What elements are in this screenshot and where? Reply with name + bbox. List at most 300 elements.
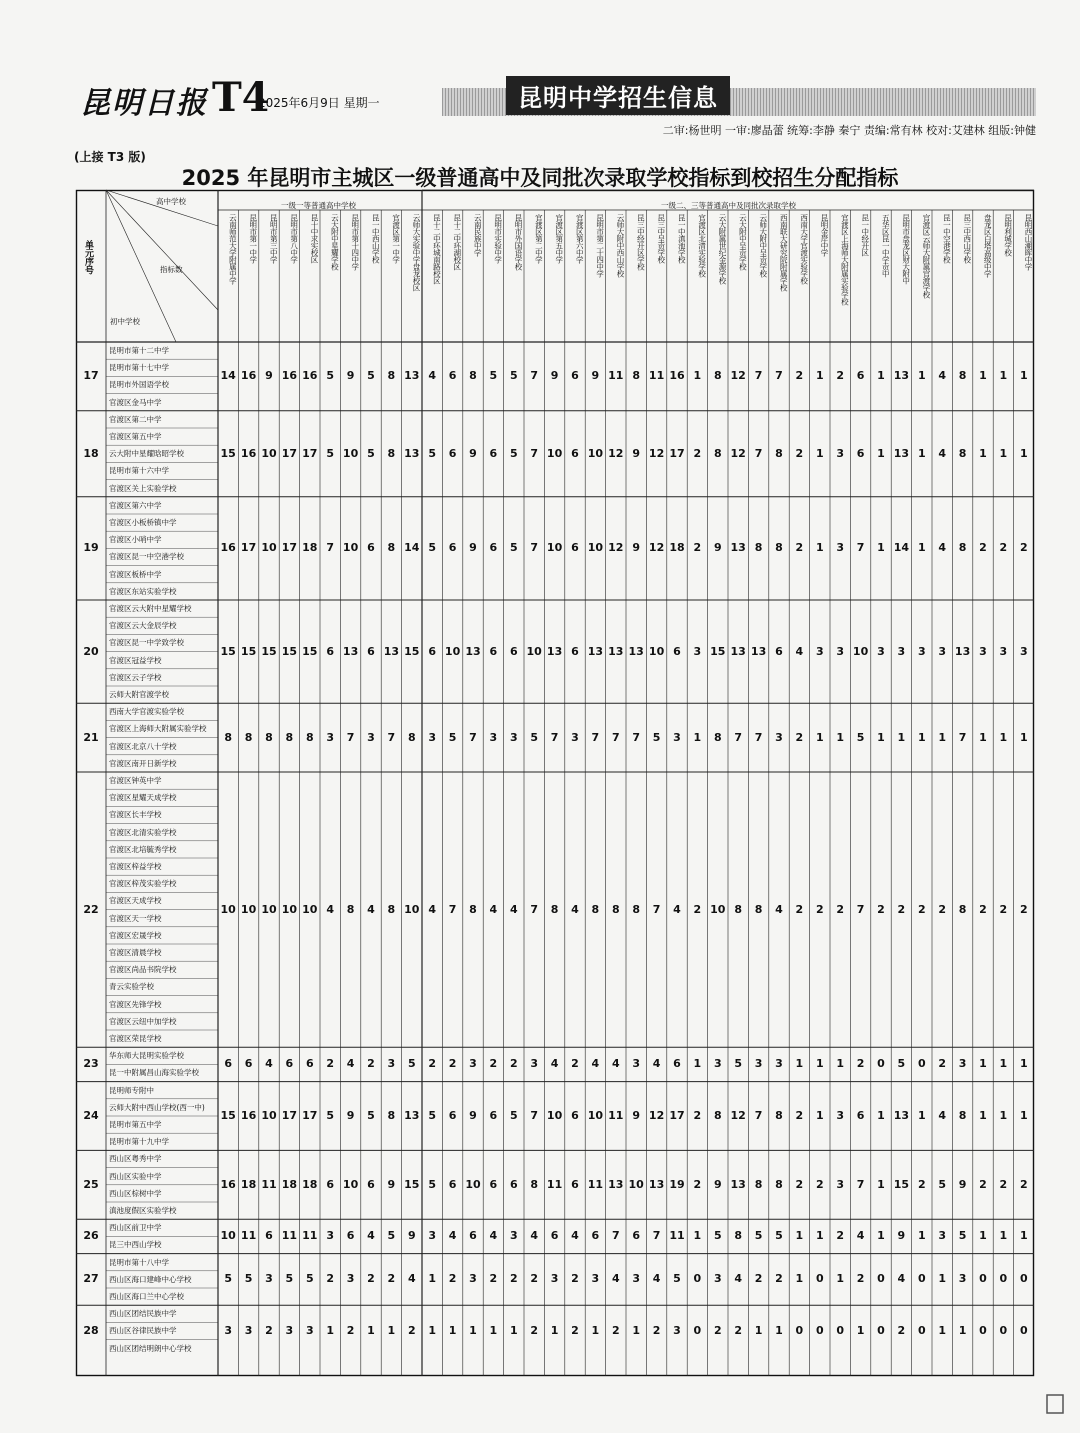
quota-value: 5: [428, 1177, 437, 1191]
quota-value: 13: [383, 644, 400, 658]
corner-label-quota: 指标数: [160, 265, 183, 274]
quota-value: 5: [856, 730, 865, 744]
quota-value: 6: [367, 644, 375, 658]
quota-value: 16: [240, 1109, 257, 1122]
quota-value: 10: [261, 446, 277, 460]
quota-value: 2: [856, 1272, 865, 1286]
quota-value: 12: [730, 446, 746, 460]
unit-number: 28: [83, 1324, 99, 1337]
quota-value: 5: [897, 1057, 906, 1071]
middle-school-name: 华东师大昆明实验学校: [109, 1051, 184, 1061]
quota-value: 2: [795, 730, 804, 744]
quota-value: 10: [342, 1177, 359, 1191]
quota-value: 5: [489, 369, 498, 383]
quota-value: 3: [326, 1229, 335, 1243]
quota-value: 3: [1019, 644, 1028, 658]
quota-value: 8: [346, 902, 355, 916]
quota-value: 7: [754, 446, 763, 460]
quota-value: 2: [611, 1324, 620, 1337]
quota-value: 4: [938, 1109, 947, 1122]
quota-value: 9: [550, 369, 559, 383]
quota-value: 2: [326, 1057, 335, 1071]
quota-value: 6: [265, 1229, 273, 1243]
quota-value: 2: [571, 1324, 579, 1337]
high-school-header: 西南联大研究院附属学校: [779, 214, 789, 291]
quota-value: 1: [979, 1229, 987, 1243]
quota-value: 2: [693, 541, 702, 555]
quota-value: 5: [428, 1109, 437, 1122]
quota-value: 13: [608, 1177, 624, 1191]
quota-value: 8: [754, 902, 763, 916]
quota-value: 1: [999, 1229, 1008, 1243]
quota-value: 2: [836, 902, 845, 916]
quota-value: 6: [326, 644, 335, 658]
middle-school-name: 昆明市第十二中学: [109, 346, 169, 355]
quota-value: 6: [448, 1177, 457, 1191]
unit-number: 20: [83, 644, 99, 658]
high-school-header: 昆一中西山学校: [371, 214, 381, 263]
quota-value: 5: [734, 1057, 743, 1071]
high-school-header: 昆明市第十四中学: [350, 214, 360, 270]
quota-value: 3: [509, 1229, 518, 1243]
quota-value: 6: [448, 446, 457, 460]
quota-value: 5: [428, 541, 437, 555]
quota-value: 6: [305, 1057, 314, 1071]
quota-value: 8: [775, 541, 783, 555]
quota-value: 7: [611, 730, 620, 744]
high-school-header: 昆明市第八中学: [289, 214, 299, 263]
high-school-header: 官渡区第五中学: [554, 214, 564, 263]
bottom-corner-icon: [1043, 1391, 1069, 1417]
middle-school-name: 官渡区上海师大附属实验学校: [109, 724, 207, 734]
high-school-header: 官渡区北清实验学校: [697, 214, 707, 277]
quota-value: 1: [917, 446, 926, 460]
middle-school-name: 官渡区小哨中学: [109, 535, 162, 545]
quota-value: 1: [815, 446, 824, 460]
quota-value: 9: [346, 1109, 355, 1122]
quota-value: 2: [836, 369, 845, 383]
quota-value: 7: [530, 1109, 539, 1122]
middle-school-name: 滇池度假区实验学校: [109, 1206, 177, 1215]
quota-value: 1: [877, 446, 885, 460]
unit-number: 27: [83, 1272, 99, 1286]
quota-value: 18: [302, 541, 318, 555]
high-school-header: 昆一中空港学校: [942, 214, 952, 263]
high-school-header: 昆明市第二十四中学: [595, 214, 605, 277]
quota-value: 13: [587, 644, 604, 658]
quota-value: 11: [261, 1177, 277, 1191]
quota-value: 1: [877, 1177, 885, 1191]
quota-value: 6: [856, 1109, 865, 1122]
quota-value: 2: [489, 1272, 498, 1286]
quota-value: 3: [979, 644, 987, 658]
quota-value: 2: [917, 1177, 926, 1191]
quota-value: 2: [979, 902, 987, 916]
quota-value: 7: [591, 730, 600, 744]
middle-school-name: 西山区团结民族中学: [109, 1309, 177, 1319]
quota-value: 9: [265, 369, 273, 383]
quota-value: 10: [546, 1109, 563, 1122]
quota-value: 10: [220, 1229, 236, 1243]
quota-value: 12: [730, 1109, 746, 1122]
quota-value: 1: [979, 730, 987, 744]
quota-value: 8: [550, 902, 559, 916]
quota-value: 17: [669, 446, 685, 460]
quota-value: 3: [775, 730, 783, 744]
unit-number: 17: [83, 369, 99, 383]
quota-value: 1: [877, 1109, 885, 1122]
unit-number: 22: [83, 902, 99, 916]
quota-value: 5: [448, 730, 457, 744]
quota-value: 13: [954, 644, 971, 658]
quota-value: 3: [244, 1324, 253, 1337]
quota-value: 1: [632, 1324, 641, 1337]
quota-value: 14: [893, 541, 910, 555]
quota-value: 13: [893, 369, 910, 383]
middle-school-name: 西山区谷律民族中学: [109, 1326, 177, 1336]
quota-value: 4: [571, 1229, 579, 1243]
quota-value: 7: [652, 1229, 661, 1243]
quota-value: 1: [326, 1324, 335, 1337]
quota-value: 0: [877, 1324, 885, 1337]
quota-value: 13: [628, 644, 644, 658]
quota-value: 10: [628, 1177, 644, 1191]
quota-value: 7: [958, 730, 967, 744]
quota-value: 3: [938, 1229, 947, 1243]
quota-value: 5: [754, 1229, 763, 1243]
quota-value: 0: [1019, 1324, 1028, 1337]
quota-value: 4: [734, 1272, 743, 1286]
quota-value: 6: [571, 1177, 579, 1191]
quota-value: 1: [836, 1057, 845, 1071]
quota-value: 1: [795, 1057, 804, 1071]
quota-value: 5: [509, 1109, 518, 1122]
middle-school-name: 昆明市第十六中学: [109, 466, 169, 476]
quota-value: 1: [448, 1324, 457, 1337]
quota-value: 3: [693, 644, 702, 658]
quota-value: 7: [530, 541, 539, 555]
quota-value: 13: [730, 541, 746, 555]
quota-value: 2: [877, 902, 885, 916]
quota-value: 2: [407, 1324, 416, 1337]
quota-value: 12: [648, 446, 665, 460]
quota-value: 2: [1019, 541, 1028, 555]
high-school-header: 官渡区云师大附属官渡学校: [921, 214, 931, 298]
unit-number: 21: [83, 730, 99, 744]
middle-school-name: 官渡区梓益学校: [109, 862, 162, 871]
quota-value: 2: [509, 1272, 518, 1286]
middle-school-name: 官渡区北京八十学校: [109, 741, 177, 751]
quota-value: 1: [1019, 730, 1028, 744]
quota-value: 8: [958, 446, 967, 460]
quota-value: 3: [713, 1272, 722, 1286]
high-school-header: 昆明金岸中学: [819, 214, 829, 256]
quota-value: 1: [367, 1324, 375, 1337]
quota-value: 3: [285, 1324, 294, 1337]
quota-value: 6: [571, 541, 579, 555]
quota-value: 6: [489, 446, 498, 460]
quota-value: 10: [587, 1109, 604, 1122]
quota-value: 1: [856, 1324, 865, 1337]
quota-value: 0: [693, 1272, 702, 1286]
issue-date: 2025年6月9日 星期一: [258, 96, 380, 110]
quota-value: 15: [281, 644, 298, 658]
quota-value: 7: [734, 730, 743, 744]
quota-value: 3: [815, 644, 824, 658]
quota-value: 8: [469, 369, 477, 383]
quota-value: 0: [917, 1324, 926, 1337]
middle-school-name: 官渡区先锋学校: [109, 999, 162, 1009]
quota-value: 15: [220, 446, 236, 460]
quota-value: 4: [489, 902, 498, 916]
quota-value: 1: [999, 1109, 1008, 1122]
quota-value: 1: [509, 1324, 518, 1337]
quota-value: 2: [489, 1057, 498, 1071]
quota-value: 8: [407, 730, 416, 744]
high-school-header: 云大附中星耀学校: [330, 214, 340, 270]
quota-value: 5: [387, 1229, 396, 1243]
quota-value: 4: [938, 446, 947, 460]
quota-value: 9: [591, 369, 600, 383]
quota-value: 7: [448, 902, 457, 916]
quota-value: 2: [448, 1057, 457, 1071]
quota-value: 2: [1019, 902, 1028, 916]
quota-value: 8: [958, 369, 967, 383]
quota-value: 4: [571, 902, 579, 916]
quota-value: 9: [632, 1109, 641, 1122]
quota-value: 14: [220, 369, 236, 383]
middle-school-name: 官渡区清晨学校: [109, 948, 162, 957]
quota-value: 13: [893, 1109, 910, 1122]
middle-school-name: 西山区团结明朗中心学校: [109, 1343, 192, 1353]
middle-school-name: 官渡区长丰学校: [109, 810, 162, 820]
quota-value: 5: [713, 1229, 722, 1243]
quota-value: 15: [240, 644, 257, 658]
quota-value: 1: [795, 1272, 804, 1286]
quota-value: 2: [693, 1109, 702, 1122]
quota-value: 3: [958, 1272, 967, 1286]
quota-value: 4: [346, 1057, 355, 1071]
quota-value: 15: [710, 644, 726, 658]
unit-number: 23: [83, 1057, 99, 1071]
quota-value: 8: [775, 446, 783, 460]
middle-school-name: 云大附中星耀晗昭学校: [109, 449, 184, 459]
quota-value: 7: [611, 1229, 620, 1243]
quota-value: 2: [917, 902, 926, 916]
quota-value: 3: [836, 541, 845, 555]
quota-value: 9: [469, 541, 477, 555]
quota-value: 2: [999, 541, 1008, 555]
middle-school-name: 官渡区金马中学: [109, 397, 162, 407]
quota-value: 16: [220, 541, 236, 555]
quota-value: 11: [648, 369, 665, 383]
middle-school-name: 云师大附中西山学校(西一中): [109, 1102, 205, 1112]
quota-value: 5: [938, 1177, 947, 1191]
middle-school-name: 官渡区荣昆学校: [109, 1034, 162, 1043]
quota-value: 1: [1019, 446, 1028, 460]
quota-value: 2: [713, 1324, 722, 1337]
quota-value: 7: [754, 730, 763, 744]
quota-value: 10: [240, 902, 257, 916]
quota-value: 0: [917, 1057, 926, 1071]
quota-value: 15: [404, 1177, 420, 1191]
quota-value: 1: [999, 1057, 1008, 1071]
quota-value: 5: [244, 1272, 253, 1286]
quota-value: 8: [632, 902, 641, 916]
quota-value: 2: [999, 1177, 1008, 1191]
quota-value: 5: [407, 1057, 416, 1071]
quota-value: 1: [938, 1272, 947, 1286]
quota-value: 4: [591, 1057, 600, 1071]
quota-value: 3: [632, 1272, 641, 1286]
quota-value: 0: [795, 1324, 804, 1337]
quota-value: 2: [897, 902, 906, 916]
quota-value: 1: [469, 1324, 477, 1337]
middle-school-name: 官渡区东站实验学校: [109, 586, 177, 596]
quota-value: 10: [342, 541, 359, 555]
middle-school-name: 官渡区天成学校: [109, 896, 162, 906]
quota-value: 10: [648, 644, 665, 658]
quota-value: 5: [285, 1272, 294, 1286]
quota-value: 9: [897, 1229, 906, 1243]
quota-value: 1: [938, 1324, 947, 1337]
quota-value: 10: [220, 902, 236, 916]
quota-value: 19: [669, 1177, 685, 1191]
quota-value: 9: [387, 1177, 396, 1191]
quota-value: 1: [815, 369, 824, 383]
quota-value: 3: [673, 1324, 681, 1337]
quota-value: 1: [693, 369, 702, 383]
allocation-table: [76, 190, 1034, 1376]
quota-value: 17: [281, 446, 298, 460]
quota-value: 2: [795, 541, 804, 555]
quota-value: 1: [428, 1272, 437, 1286]
middle-school-name: 官渡区昆一中学致学校: [109, 638, 184, 648]
quota-value: 7: [530, 902, 539, 916]
quota-value: 7: [856, 902, 865, 916]
quota-value: 9: [469, 1109, 477, 1122]
quota-value: 4: [326, 902, 335, 916]
middle-school-name: 官渡区第六中学: [109, 500, 162, 510]
quota-value: 4: [367, 1229, 375, 1243]
quota-value: 2: [428, 1057, 437, 1071]
quota-value: 0: [815, 1324, 824, 1337]
quota-value: 6: [448, 369, 457, 383]
quota-value: 1: [428, 1324, 437, 1337]
high-school-header: 昆十二中环城南路校区: [432, 214, 442, 284]
high-school-header: 云大附中呈贡学校: [738, 214, 748, 270]
quota-value: 1: [979, 1109, 987, 1122]
quota-value: 16: [669, 369, 685, 383]
quota-value: 4: [652, 1057, 661, 1071]
quota-value: 11: [669, 1229, 685, 1243]
middle-school-name: 昆一中附属昌山海实验学校: [109, 1068, 199, 1078]
quota-value: 10: [261, 1109, 277, 1122]
middle-school-name: 官渡区关上实验学校: [109, 483, 177, 493]
quota-value: 3: [917, 644, 926, 658]
quota-value: 11: [608, 1109, 624, 1122]
quota-value: 6: [509, 1177, 518, 1191]
middle-school-name: 官渡区板桥中学: [109, 569, 162, 579]
high-school-header: 昆三中西山学校: [962, 214, 972, 263]
quota-value: 8: [387, 369, 396, 383]
quota-value: 11: [281, 1229, 298, 1243]
quota-value: 0: [999, 1272, 1008, 1286]
middle-school-name: 官渡区星耀天成学校: [109, 793, 177, 803]
quota-value: 1: [897, 730, 906, 744]
middle-school-name: 昆明市第十七中学: [109, 363, 169, 373]
quota-value: 5: [326, 446, 335, 460]
quota-value: 8: [734, 902, 743, 916]
middle-school-name: 官渡区云大附中星耀学校: [109, 604, 192, 613]
high-school-header: 云师大附中西山学校: [615, 214, 625, 277]
quota-value: 8: [775, 1177, 783, 1191]
quota-value: 5: [652, 730, 661, 744]
quota-value: 7: [754, 369, 763, 383]
quota-value: 2: [836, 1229, 845, 1243]
quota-value: 12: [648, 541, 665, 555]
quota-value: 8: [713, 730, 722, 744]
quota-value: 2: [693, 446, 702, 460]
quota-value: 13: [750, 644, 767, 658]
quota-value: 9: [346, 369, 355, 383]
quota-value: 11: [240, 1229, 257, 1243]
quota-value: 0: [979, 1272, 987, 1286]
quota-value: 8: [958, 902, 967, 916]
quota-value: 3: [428, 730, 437, 744]
quota-value: 9: [632, 446, 641, 460]
quota-value: 8: [713, 446, 722, 460]
quota-value: 5: [509, 446, 518, 460]
quota-value: 6: [571, 644, 579, 658]
quota-value: 5: [367, 446, 375, 460]
quota-value: 18: [240, 1177, 257, 1191]
middle-school-name: 官渡区云大金辰学校: [109, 621, 177, 631]
quota-value: 10: [444, 644, 461, 658]
quota-value: 17: [281, 541, 298, 555]
quota-value: 7: [856, 541, 865, 555]
middle-school-name: 云师大附官渡学校: [109, 690, 169, 699]
quota-value: 1: [693, 730, 702, 744]
page-title: 2025 年昆明市主城区一级普通高中及同批次录取学校指标到校招生分配指标: [181, 166, 899, 190]
middle-school-name: 官渡区第五中学: [109, 432, 162, 441]
quota-value: 3: [428, 1229, 437, 1243]
quota-value: 5: [775, 1229, 783, 1243]
quota-value: 10: [465, 1177, 481, 1191]
quota-value: 17: [302, 446, 318, 460]
quota-value: 4: [407, 1272, 416, 1286]
quota-value: 8: [754, 541, 763, 555]
quota-value: 10: [281, 902, 298, 916]
quota-value: 5: [530, 730, 539, 744]
quota-value: 5: [428, 446, 437, 460]
quota-value: 13: [465, 644, 481, 658]
quota-value: 8: [632, 369, 641, 383]
quota-value: 6: [489, 1109, 498, 1122]
quota-value: 3: [387, 1057, 396, 1071]
quota-value: 1: [693, 1057, 702, 1071]
quota-value: 1: [877, 1229, 885, 1243]
quota-value: 17: [240, 541, 257, 555]
quota-value: 10: [261, 541, 277, 555]
quota-value: 3: [836, 1177, 845, 1191]
quota-value: 1: [815, 1057, 824, 1071]
quota-value: 15: [220, 644, 236, 658]
quota-value: 7: [775, 369, 783, 383]
high-school-header: 云师大实验中学盘龙校区: [411, 214, 421, 291]
high-school-header: 盘龙区白塔高级中学: [983, 214, 993, 277]
quota-value: 2: [795, 1177, 804, 1191]
